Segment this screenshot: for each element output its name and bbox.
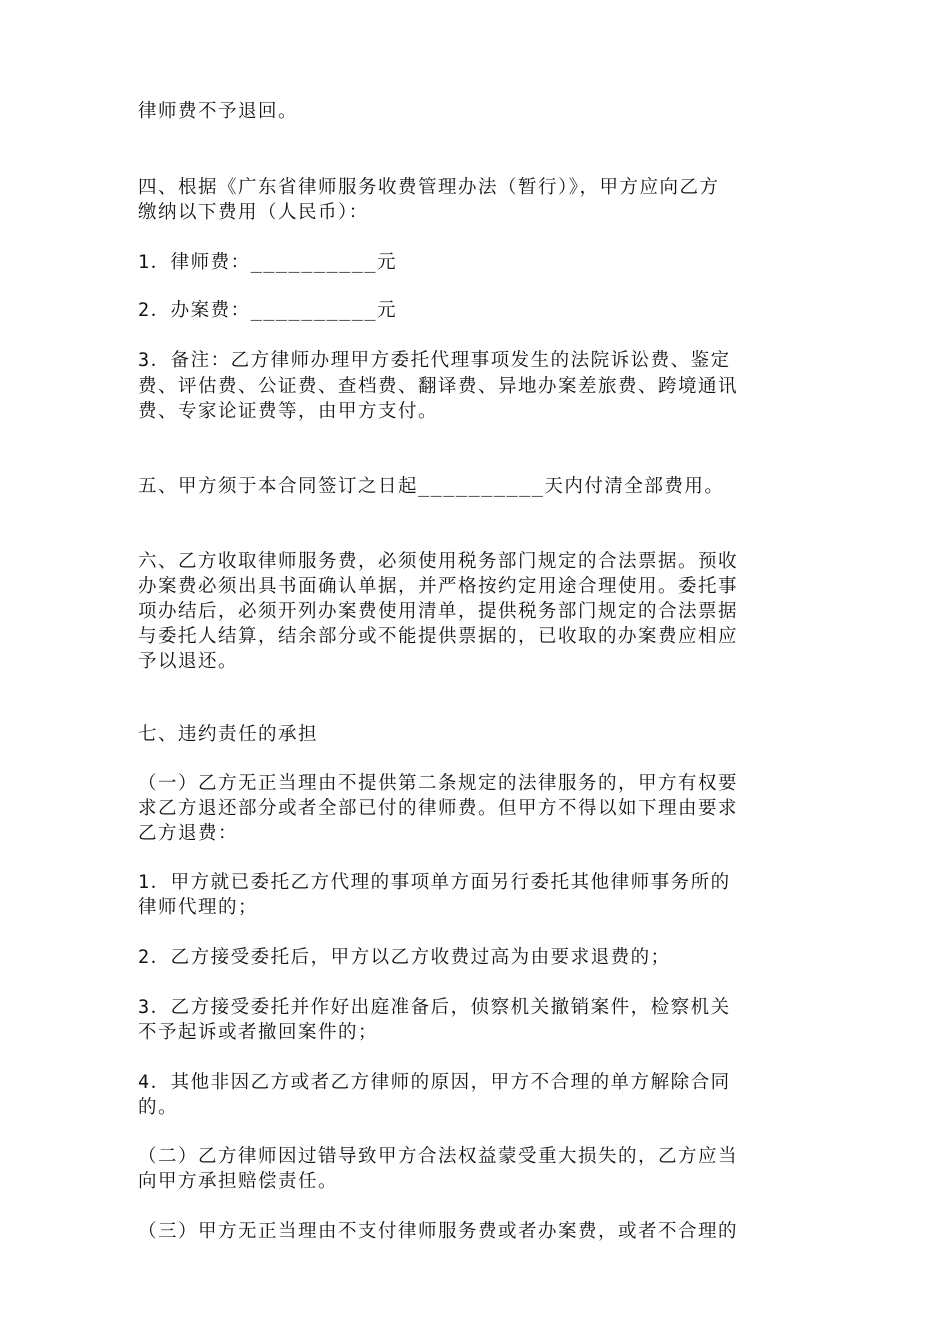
text-line: 与委托人结算，结余部分或不能提供票据的，已收取的办案费应相应 [138,626,739,647]
text-line: 办案费必须出具书面确认单据，并严格按约定用途合理使用。委托事 [138,576,739,597]
text-line: 律师代理的； [138,897,259,918]
text-line: 缴纳以下费用（人民币）： [138,202,369,223]
text-line: 求乙方退还部分或者全部已付的律师费。但甲方不得以如下理由要求 [138,798,739,819]
text-line: 向甲方承担赔偿责任。 [138,1171,339,1192]
section-heading: 七、违约责任的承担 [138,724,319,745]
text-line: 五、甲方须于本合同签订之日起__________天内付清全部费用。 [138,476,725,497]
text-line: 六、乙方收取律师服务费，必须使用税务部门规定的合法票据。预收 [138,551,739,572]
text-line: 乙方退费： [138,823,239,844]
text-line: （三）甲方无正当理由不支付律师服务费或者办案费，或者不合理的 [138,1221,739,1242]
text-line: 不予起诉或者撤回案件的； [138,1022,379,1043]
text-line: （二）乙方律师因过错导致甲方合法权益蒙受重大损失的，乙方应当 [138,1146,739,1167]
text-line: 3．备注：乙方律师办理甲方委托代理事项发生的法院诉讼费、鉴定 [138,350,731,371]
text-line: 的。 [138,1097,179,1118]
text-line: 4．其他非因乙方或者乙方律师的原因，甲方不合理的单方解除合同 [138,1072,731,1093]
text-line: （一）乙方无正当理由不提供第二条规定的法律服务的，甲方有权要 [138,773,739,794]
text-line: 四、根据《广东省律师服务收费管理办法（暂行）》，甲方应向乙方 [138,177,720,198]
text-line: 1．律师费：__________元 [138,252,398,273]
text-line: 2．乙方接受委托后，甲方以乙方收费过高为由要求退费的； [138,947,671,968]
text-line: 费、评估费、公证费、查档费、翻译费、异地办案差旅费、跨境通讯 [138,376,739,397]
text-line: 2．办案费：__________元 [138,300,398,321]
text-line: 费、专家论证费等，由甲方支付。 [138,401,439,422]
text-line: 律师费不予退回。 [138,101,299,122]
text-line: 予以退还。 [138,651,239,672]
text-line: 项办结后，必须开列办案费使用清单，提供税务部门规定的合法票据 [138,601,739,622]
text-line: 1．甲方就已委托乙方代理的事项单方面另行委托其他律师事务所的 [138,872,731,893]
text-line: 3．乙方接受委托并作好出庭准备后，侦察机关撤销案件，检察机关 [138,997,731,1018]
